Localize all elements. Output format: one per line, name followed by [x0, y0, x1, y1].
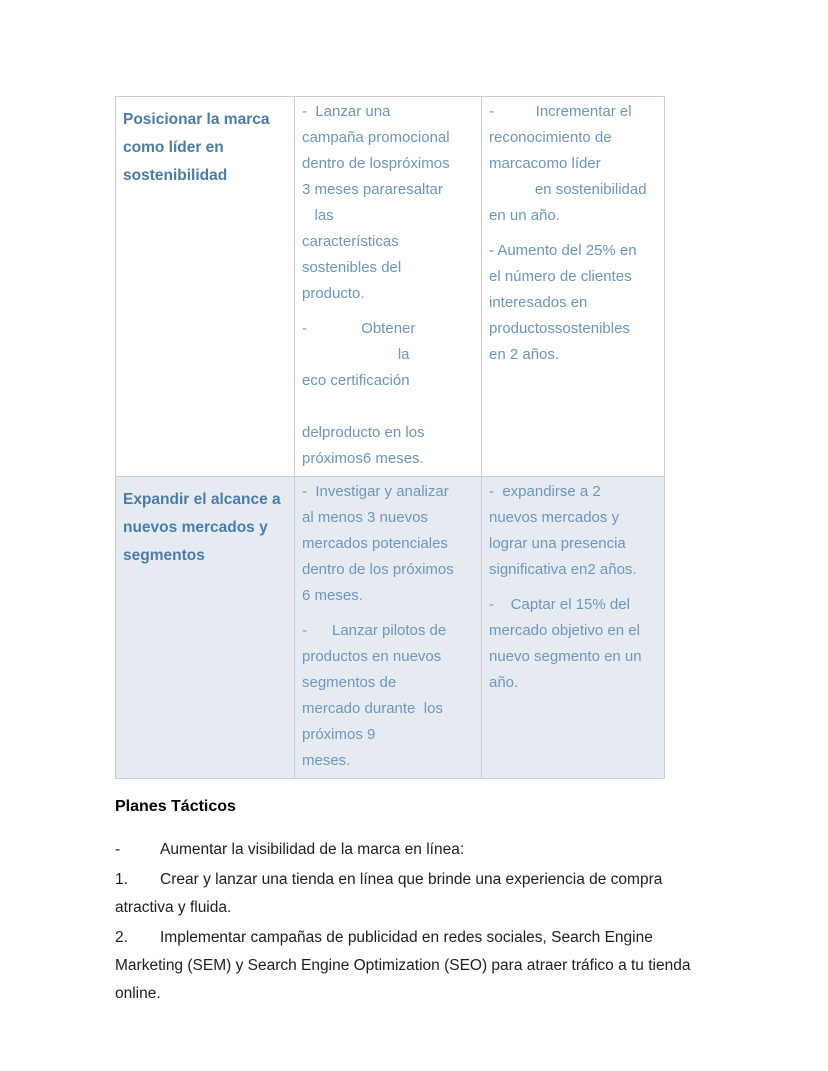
tactic-item-text: Implementar campañas de publicidad en redes sociales, Search Engine [160, 929, 653, 946]
table-text-line: año. [489, 674, 519, 691]
table-text-line: nuevo segmento en un [489, 648, 642, 665]
table-text-line: en sostenibilidad [489, 181, 647, 198]
table-text-line: próximos 9 [302, 726, 376, 743]
objectives-table [115, 96, 665, 779]
tactic-item-line [115, 866, 775, 894]
table-text-line: características [302, 233, 399, 250]
bullet-block [302, 99, 474, 307]
table-text-line: significativa en2 años. [489, 561, 637, 578]
tactic-item-line [115, 836, 775, 864]
tactic-item-text: Crear y lanzar una tienda en línea que brinde una experiencia de compra [160, 871, 663, 888]
table-text-line: sostenibles del [302, 259, 402, 276]
table-text-line: segmentos de [302, 674, 397, 691]
tactical-plans-list [115, 836, 775, 1008]
bullet-block [489, 238, 657, 368]
bullet-block [302, 618, 474, 774]
table-text-line: lograr una presencia [489, 535, 626, 552]
strategies-cell [295, 477, 482, 779]
objective-cell [116, 97, 295, 477]
table-text-line: delproducto en los [302, 424, 425, 441]
tactic-item-text: Aumentar la visibilidad de la marca en línea: [160, 841, 465, 858]
table-text-line: - Incrementar el [489, 103, 632, 120]
list-marker: 1. [115, 871, 128, 888]
bullet-block [489, 479, 657, 583]
table-text-line: al menos 3 nuevos [302, 509, 428, 526]
strategies-cell [295, 97, 482, 477]
table-text-line: segmentos [123, 547, 205, 564]
table-text-line: 3 meses pararesaltar [302, 181, 443, 198]
table-text-line: en un año. [489, 207, 560, 224]
objectives-table-body [116, 97, 665, 779]
tactical-plans-section [115, 793, 775, 1010]
table-text-line [302, 394, 474, 420]
bullet-block [489, 99, 657, 229]
tactic-item-line: Marketing (SEM) y Search Engine Optimization (SEO) para atraer tráfico a tu tienda [115, 957, 691, 974]
table-text-line: marcacomo líder [489, 155, 601, 172]
table-text-line: nuevos mercados y [489, 509, 620, 526]
bullet-block [489, 592, 657, 696]
table-text-line: Expandir el alcance a [123, 491, 281, 508]
objective-cell [116, 477, 295, 779]
table-text-line: en 2 años. [489, 346, 560, 363]
tactic-item-line: atractiva y fluida. [115, 899, 232, 916]
results-cell [482, 477, 665, 779]
table-text-line: interesados en [489, 294, 588, 311]
tactic-item-line: online. [115, 985, 161, 1002]
table-text-line: - Captar el 15% del [489, 596, 630, 613]
table-text-line: - Investigar y analizar [302, 483, 449, 500]
tactical-plans-heading: Planes Tácticos [115, 798, 236, 815]
table-text-line: mercado durante los [302, 700, 443, 717]
list-marker: 2. [115, 929, 128, 946]
table-text-line: - Lanzar una [302, 103, 391, 120]
table-text-line: eco certificación [302, 372, 410, 389]
table-text-line: la [302, 346, 410, 363]
results-cell [482, 97, 665, 477]
bullet-block [302, 316, 474, 472]
table-text-line: - Lanzar pilotos de [302, 622, 447, 639]
table-text-line: como líder en [123, 139, 224, 156]
table-text-line: mercados potenciales [302, 535, 448, 552]
table-text-line: mercado objetivo en el [489, 622, 640, 639]
table-text-line: campaña promocional [302, 129, 450, 146]
table-text-line: 6 meses. [302, 587, 363, 604]
tactic-item [115, 924, 775, 1008]
table-row [116, 477, 665, 779]
table-text-line: - expandirse a 2 [489, 483, 601, 500]
table-text-line: dentro de lospróximos [302, 155, 450, 172]
table-text-line: próximos6 meses. [302, 450, 424, 467]
list-marker: - [115, 841, 121, 858]
tactic-item-line [115, 924, 775, 952]
table-text-line: sostenibilidad [123, 167, 228, 184]
table-row [116, 97, 665, 477]
table-text-line: productos en nuevos [302, 648, 442, 665]
table-text-line: productossostenibles [489, 320, 630, 337]
table-text-line: - Obtener [302, 320, 416, 337]
tactic-item [115, 836, 775, 864]
table-text-line: meses. [302, 752, 351, 769]
table-text-line: - Aumento del 25% en [489, 242, 637, 259]
table-text-line: el número de clientes [489, 268, 632, 285]
table-text-line: reconocimiento de [489, 129, 612, 146]
table-text-line: dentro de los próximos [302, 561, 454, 578]
table-text-line: las [302, 207, 334, 224]
table-text-line: Posicionar la marca [123, 111, 270, 128]
bullet-block [302, 479, 474, 609]
table-text-line: producto. [302, 285, 365, 302]
tactic-item [115, 866, 775, 922]
table-text-line: nuevos mercados y [123, 519, 268, 536]
